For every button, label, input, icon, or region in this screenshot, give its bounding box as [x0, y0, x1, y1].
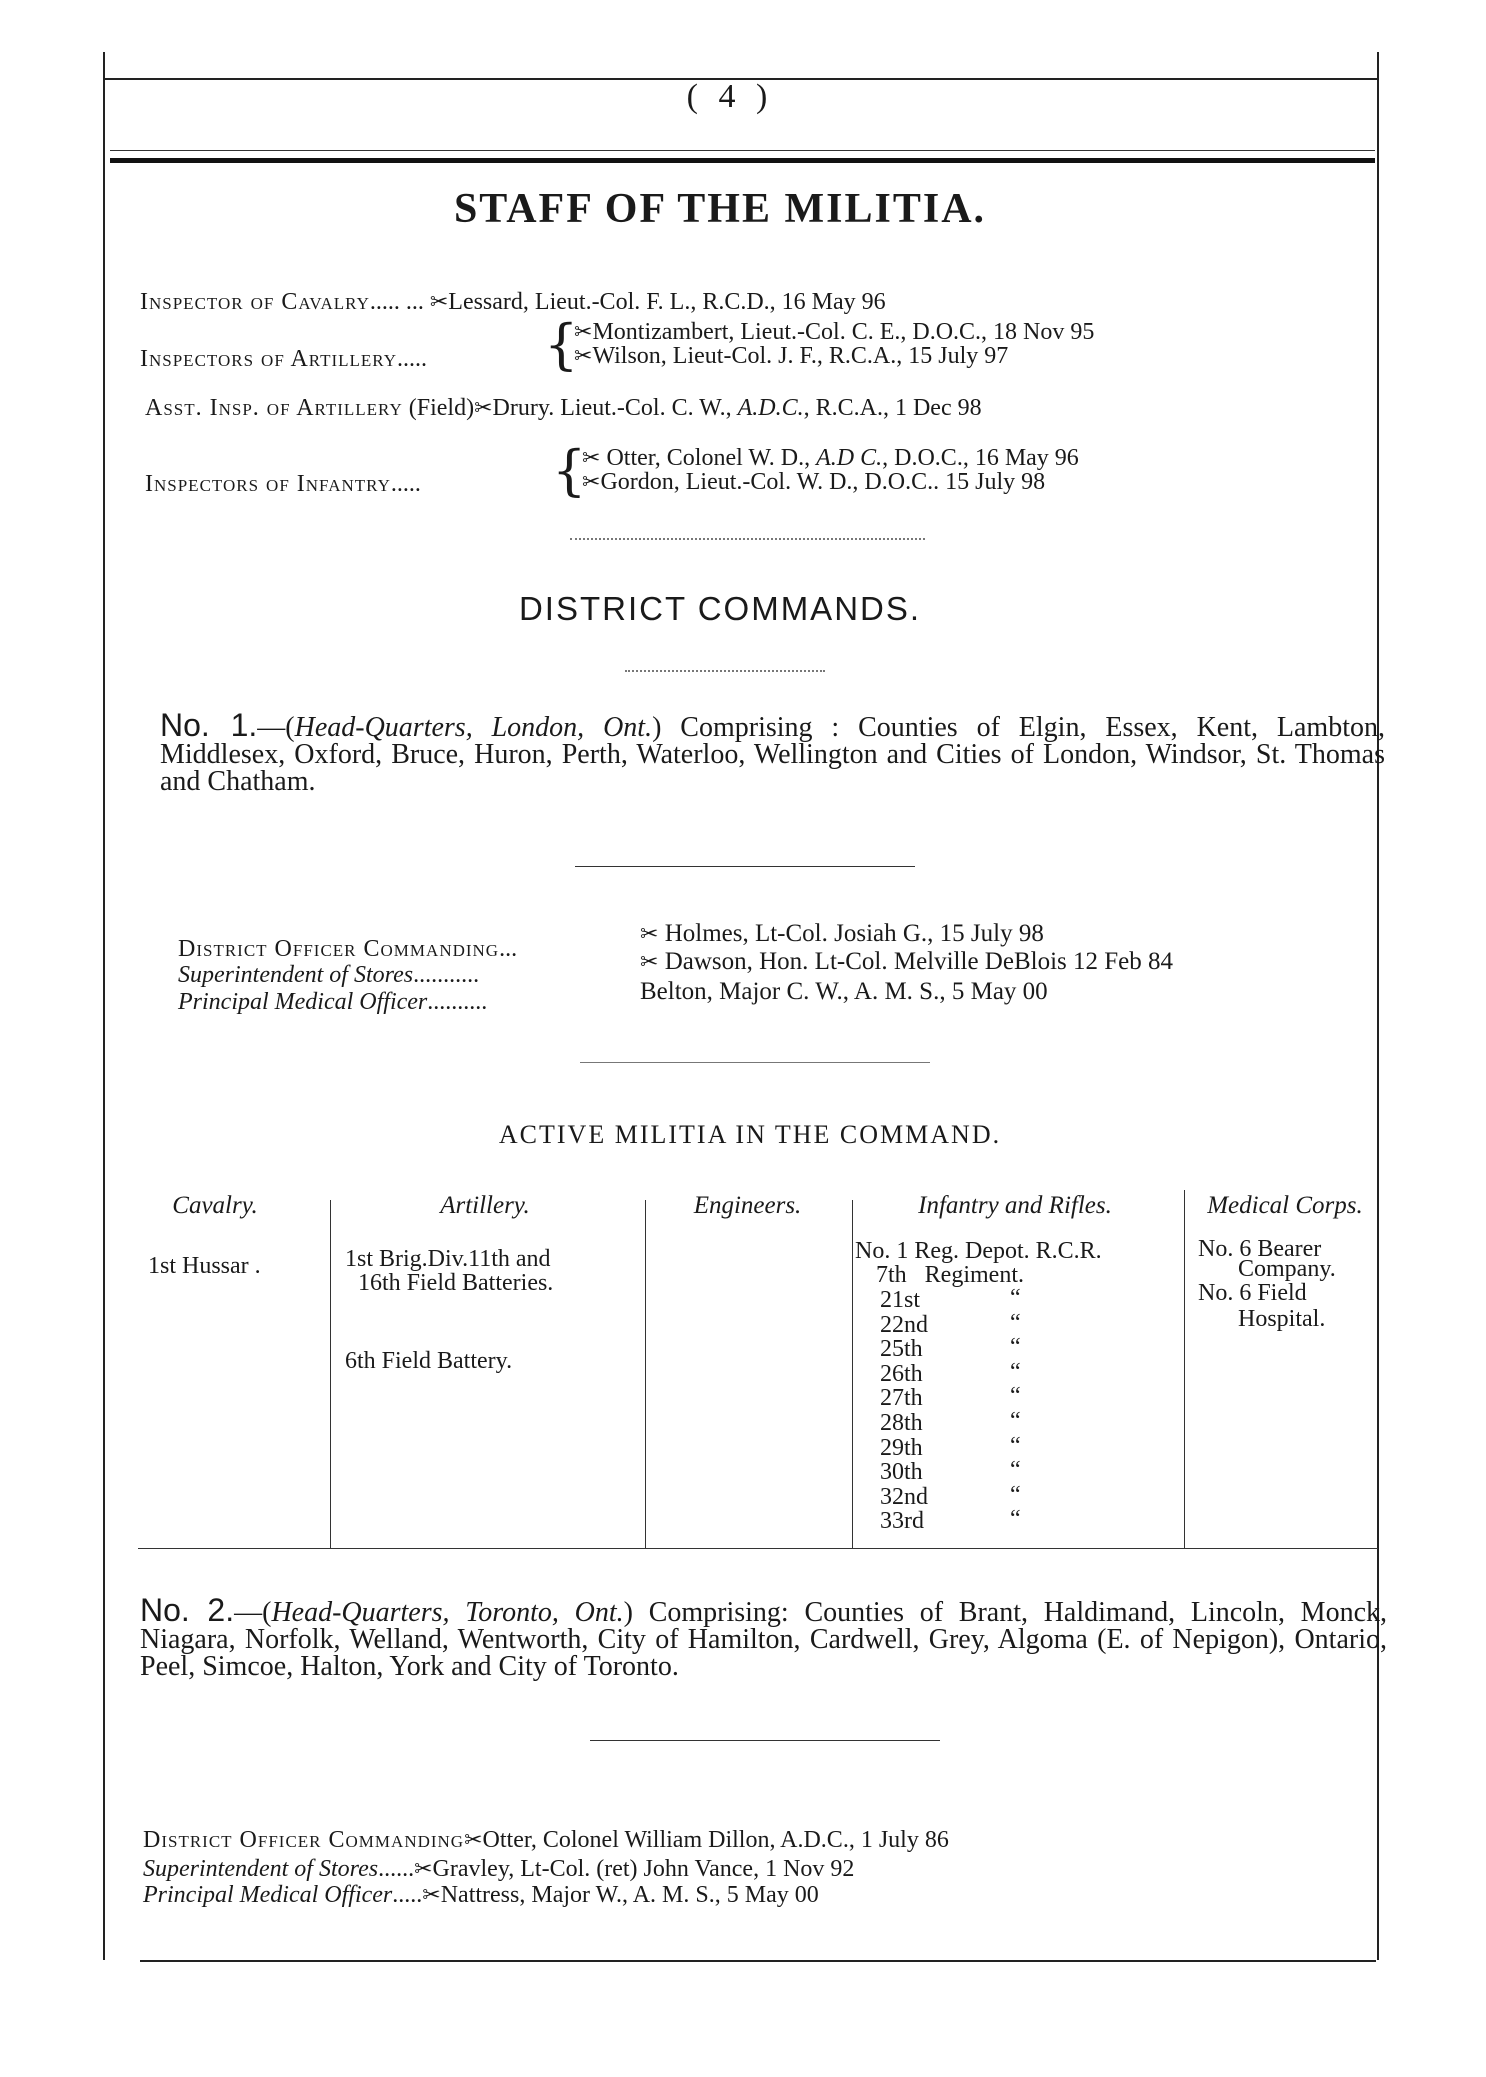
- ditto-mark: “: [1010, 1408, 1021, 1434]
- staff-artillery-label-row: Inspectors of Artillery.....: [140, 346, 427, 372]
- dotted-divider: [570, 538, 925, 540]
- officer-label: Superintendent of Stores: [143, 1856, 379, 1882]
- scissors-icon: ✂: [582, 469, 601, 494]
- medical-unit: Company.: [1238, 1256, 1336, 1282]
- artillery-unit: 1st Brig.Div.11th and: [345, 1246, 551, 1272]
- district-hq: Head-Quarters, London, Ont.: [294, 712, 653, 743]
- ditto-mark: “: [1010, 1285, 1021, 1311]
- artillery-unit: 6th Field Battery.: [345, 1348, 513, 1374]
- ditto-mark: “: [1010, 1506, 1021, 1533]
- brace-icon: {: [544, 313, 579, 376]
- staff-entry: ✂Montizambert, Lieut.-Col. C. E., D.O.C., 18 Nov 95: [574, 319, 1095, 345]
- infantry-regiment: 29th: [880, 1434, 923, 1461]
- officer-value: ✂ Holmes, Lt-Col. Josiah G., 15 July 98: [640, 920, 1044, 947]
- officer-row: Principal Medical Officer..........: [178, 989, 488, 1015]
- officer-row: [143, 1826, 949, 1854]
- bottom-rule: [140, 1960, 1376, 1962]
- staff-asst-artillery-row: Asst. Insp. of Artillery (Field)✂Drury. Lieut.-Col. C. W., A.D.C., R.C.A., 1 Dec 98: [145, 395, 982, 421]
- staff-entry: ✂Gordon, Lieut.-Col. W. D., D.O.C.. 15 July 98: [582, 469, 1046, 495]
- infantry-regiment: 33rd: [880, 1508, 924, 1535]
- divider: [590, 1740, 940, 1741]
- officer-value: Otter, Colonel William Dillon, A.D.C., 1 July 86: [482, 1827, 949, 1853]
- ditto-mark: “: [1010, 1457, 1021, 1484]
- officer-label: Principal Medical Officer: [143, 1882, 393, 1908]
- district-2-description: No. 2.—(Head-Quarters, Toronto, Ont.) Comprising: Counties of Brant, Haldimand, Lincoln, Monck, Niagara, Norfolk, Welland, Wentworth, City of Hamilton, Cardwell, Grey, Algoma (E. of Nepigon), Ontario, Peel, Simcoe, Halton, York and City of Toronto.: [140, 1592, 1388, 1682]
- scissors-icon: ✂: [464, 1827, 483, 1852]
- infantry-unit: 7th Regiment.: [876, 1262, 1024, 1288]
- column-divider: [330, 1200, 331, 1548]
- header-infantry: Infantry and Rifles.: [918, 1192, 1112, 1219]
- header-cavalry: Cavalry.: [172, 1192, 258, 1219]
- header-artillery: Artillery.: [440, 1192, 530, 1219]
- scissors-icon: ✂: [640, 921, 659, 946]
- scissors-icon: ✂: [574, 343, 593, 368]
- officer-value: ✂ Dawson, Hon. Lt-Col. Melville DeBlois 12 Feb 84: [640, 948, 1173, 975]
- divider: [580, 1062, 930, 1063]
- officer-label: District Officer Commanding: [178, 936, 500, 962]
- officer-value: Nattress, Major W., A. M. S., 5 May 00: [440, 1882, 819, 1908]
- district-commands-title: DISTRICT COMMANDS.: [518, 590, 922, 627]
- district-1-description: No. 1.—(Head-Quarters, London, Ont.) Comprising : Counties of Elgin, Essex, Kent, Lambton, Middlesex, Oxford, Bruce, Huron, Perth, Waterloo, Wellington and Cities of London, Windsor, St. Thomas and Chatham.: [160, 707, 1385, 797]
- ditto-mark: “: [1010, 1432, 1021, 1459]
- table-bottom-rule: [138, 1548, 1378, 1549]
- district-number: No. 1.: [160, 707, 258, 743]
- medical-unit: Hospital.: [1238, 1306, 1326, 1332]
- scissors-icon: ✂: [414, 1856, 433, 1881]
- header-thick-rule: [110, 158, 1375, 163]
- ditto-mark: “: [1010, 1481, 1021, 1508]
- column-divider: [1184, 1190, 1185, 1548]
- officer-row: Principal Medical Officer.....✂Nattress, Major W., A. M. S., 5 May 00: [143, 1882, 819, 1908]
- ditto-mark: “: [1010, 1358, 1021, 1385]
- staff-label: Inspectors of Infantry: [145, 471, 391, 497]
- column-divider: [645, 1200, 646, 1548]
- district-number: No. 2.: [140, 1592, 235, 1628]
- officer-value: Belton, Major C. W., A. M. S., 5 May 00: [640, 978, 1048, 1005]
- staff-infantry-label-row: Inspectors of Infantry.....: [145, 471, 421, 497]
- officer-row: Superintendent of Stores......✂Gravley, Lt-Col. (ret) John Vance, 1 Nov 92: [143, 1856, 855, 1882]
- staff-cavalry-row: Inspector of Cavalry..... ... ✂Lessard, Lieut.-Col. F. L., R.C.D., 16 May 96: [140, 289, 886, 315]
- cavalry-unit: 1st Hussar .: [148, 1253, 261, 1279]
- artillery-unit: 16th Field Batteries.: [358, 1270, 554, 1296]
- dotted-divider: [625, 670, 825, 672]
- page-title: STAFF OF THE MILITIA.: [453, 186, 987, 232]
- divider: [575, 866, 915, 867]
- page-number: ( 4 ): [686, 78, 774, 115]
- staff-label: Inspectors of Artillery: [140, 346, 397, 372]
- staff-entry: ✂Wilson, Lieut-Col. J. F., R.C.A., 15 July 97: [574, 343, 1009, 369]
- officer-row: Superintendent of Stores...........: [178, 962, 480, 988]
- staff-label: Inspector of Cavalry: [140, 289, 370, 315]
- scissors-icon: ✂: [474, 395, 493, 420]
- medical-unit: No. 6 Bearer: [1198, 1236, 1322, 1262]
- infantry-regiment: 25th: [880, 1336, 923, 1363]
- ditto-mark: “: [1010, 1383, 1021, 1410]
- infantry-regiment: 26th: [880, 1360, 923, 1387]
- officer-label: Superintendent of Stores: [178, 962, 414, 988]
- scissors-icon: ✂: [429, 289, 449, 314]
- active-militia-title: ACTIVE MILITIA IN THE COMMAND.: [498, 1120, 1002, 1149]
- infantry-regiment: 28th: [880, 1410, 923, 1436]
- column-divider: [852, 1200, 853, 1548]
- infantry-regiment: 32nd: [880, 1483, 928, 1510]
- officer-row: District Officer Commanding...: [178, 936, 518, 962]
- header-engineers: Engineers.: [693, 1192, 802, 1219]
- infantry-regiment: 30th: [880, 1459, 923, 1486]
- brace-icon: {: [552, 439, 587, 502]
- header-thin-rule: [110, 150, 1375, 151]
- staff-entry: ✂ Otter, Colonel W. D., A.D C., D.O.C., 16 May 96: [582, 445, 1079, 471]
- infantry-regiment: 22nd: [880, 1311, 928, 1338]
- ditto-mark: “: [1010, 1309, 1021, 1336]
- scissors-icon: ✂: [640, 949, 659, 974]
- staff-label: Asst. Insp. of Artillery: [145, 395, 403, 421]
- scissors-icon: ✂: [422, 1882, 441, 1907]
- infantry-unit: No. 1 Reg. Depot. R.C.R.: [855, 1238, 1102, 1264]
- header-medical: Medical Corps.: [1207, 1192, 1363, 1219]
- scissors-icon: ✂: [574, 319, 593, 344]
- officer-label: District Officer Commanding: [143, 1827, 465, 1853]
- scissors-icon: ✂: [582, 445, 601, 470]
- officer-label: Principal Medical Officer: [178, 989, 428, 1015]
- ditto-mark: “: [1010, 1334, 1021, 1361]
- officer-value: Gravley, Lt-Col. (ret) John Vance, 1 Nov 92: [432, 1856, 855, 1882]
- infantry-regiment: 21st: [880, 1287, 921, 1313]
- medical-unit: No. 6 Field: [1198, 1280, 1307, 1306]
- district-hq: Head-Quarters, Toronto, Ont.: [271, 1597, 624, 1628]
- staff-entry: Lessard, Lieut.-Col. F. L., R.C.D., 16 May 96: [448, 289, 886, 315]
- infantry-regiment: 27th: [880, 1385, 923, 1412]
